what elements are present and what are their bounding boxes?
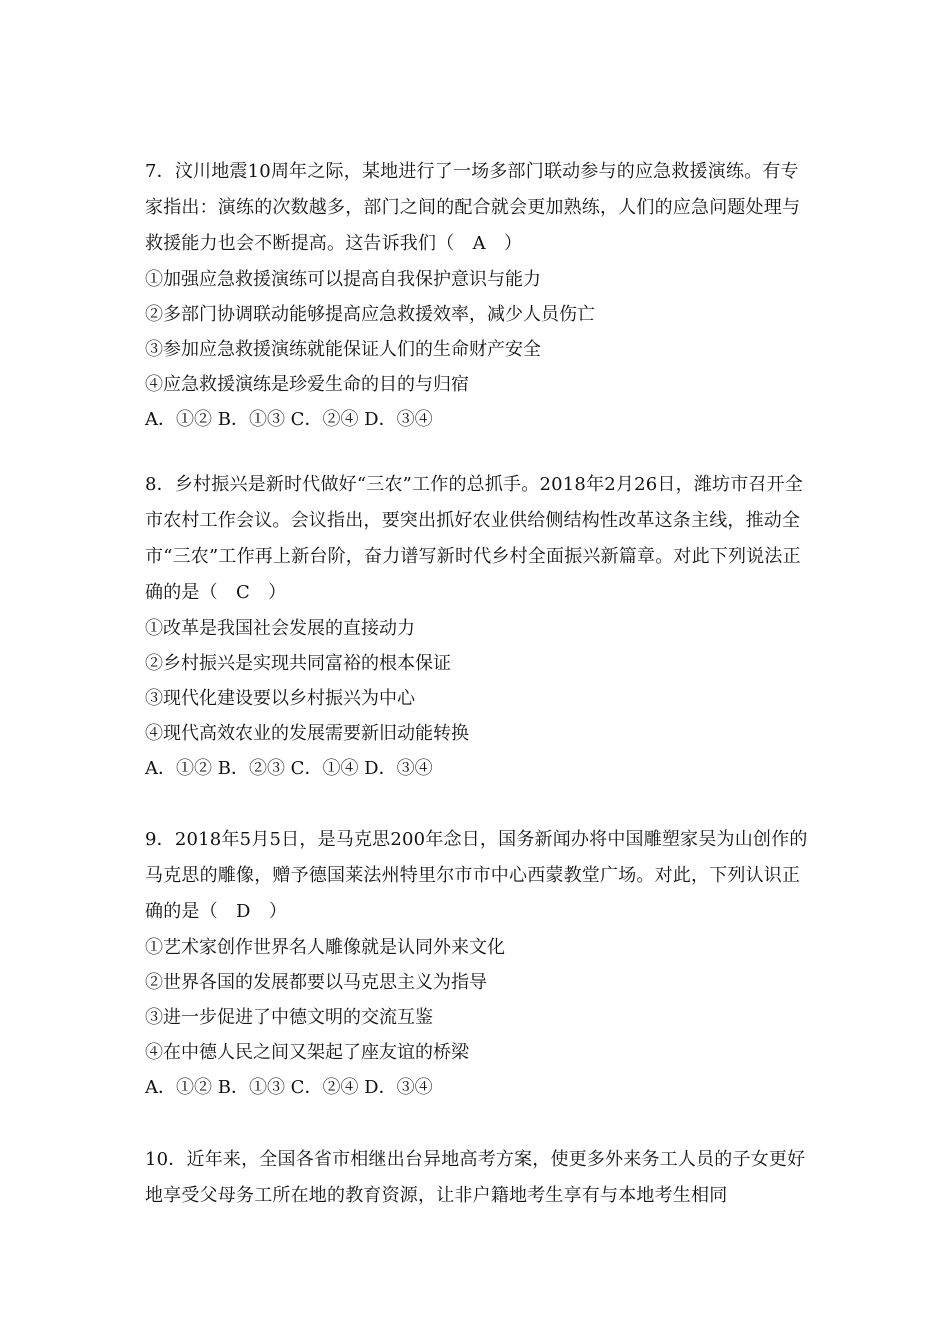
answer-choices: A．①② B．①③ C．②④ D．③④: [145, 1077, 433, 1098]
option-4: ④在中德人民之间又架起了座友谊的桥梁: [145, 1042, 469, 1063]
option-2: ②多部门协调联动能够提高应急救援效率，减少人员伤亡: [145, 304, 595, 325]
question-9: [145, 822, 815, 1105]
option-4: ④应急救援演练是珍爱生命的目的与归宿: [145, 374, 469, 395]
option-3: ③现代化建设要以乡村振兴为中心: [145, 688, 415, 709]
question-10: [145, 1142, 815, 1214]
question-8: [145, 467, 815, 786]
option-3: ③进一步促进了中德文明的交流互鉴: [145, 1007, 433, 1028]
question-stem: 8．乡村振兴是新时代做好“三农”工作的总抓手。2018年2月26日，潍坊市召开全市农村工作会议。会议指出，要突出抓好农业供给侧结构性改革这条主线，推动全市“三农”工作再上新台阶，奋力谱写新时代乡村全面振兴新篇章。对此下列说法正确的是（ C ）: [145, 474, 804, 603]
question-stem: 10．近年来，全国各省市相继出台异地高考方案，使更多外来务工人员的子女更好地享受父母务工所在地的教育资源，让非户籍地考生享有与本地考生相同: [145, 1149, 806, 1206]
answer-choices: A．①② B．②③ C．①④ D．③④: [145, 758, 433, 779]
option-2: ②乡村振兴是实现共同富裕的根本保证: [145, 653, 451, 674]
answer-choices: A．①② B．①③ C．②④ D．③④: [145, 409, 433, 430]
option-3: ③参加应急救援演练就能保证人们的生命财产安全: [145, 339, 541, 360]
option-2: ②世界各国的发展都要以马克思主义为指导: [145, 972, 487, 993]
question-stem: 7．汶川地震10周年之际，某地进行了一场多部门联动参与的应急救援演练。有专家指出：演练的次数越多，部门之间的配合就会更加熟练，人们的应急问题处理与救援能力也会不断提高。这告诉我们（ A ）: [145, 161, 801, 254]
option-1: ①艺术家创作世界名人雕像就是认同外来文化: [145, 937, 505, 958]
question-7: [145, 154, 815, 437]
question-stem: 9．2018年5月5日，是马克思200年念日，国务新闻办将中国雕塑家吴为山创作的马克思的雕像，赠予德国莱法州特里尔市市中心西蒙教堂广场。对此，下列认识正确的是（ D ）: [145, 829, 808, 922]
option-4: ④现代高效农业的发展需要新旧动能转换: [145, 723, 469, 744]
option-1: ①改革是我国社会发展的直接动力: [145, 618, 415, 639]
option-1: ①加强应急救援演练可以提高自我保护意识与能力: [145, 269, 541, 290]
